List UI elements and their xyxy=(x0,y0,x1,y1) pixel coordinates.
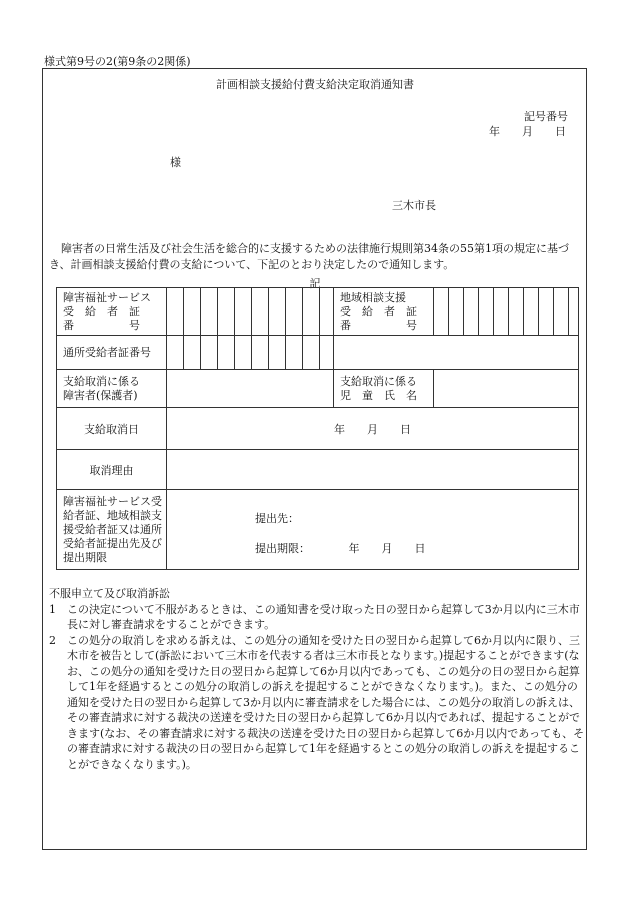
notes-section xyxy=(49,586,585,772)
label-line: 障害者(保護者) xyxy=(63,388,138,402)
label-line: 支給取消に係る xyxy=(340,374,417,388)
digit-cell[interactable] xyxy=(320,288,334,336)
label-line: 支給取消に係る xyxy=(63,374,140,388)
label-line: 番 号 xyxy=(63,318,140,332)
digit-cell[interactable] xyxy=(539,288,554,336)
digit-cell[interactable] xyxy=(464,288,479,336)
digit-cell[interactable] xyxy=(569,288,579,336)
day-service-cert-label: 通所受給者証番号 xyxy=(57,336,167,370)
digit-cell[interactable] xyxy=(235,336,252,370)
label-line: 児 童 氏 名 xyxy=(340,388,417,402)
digit-cell[interactable] xyxy=(269,288,286,336)
digit-cell[interactable] xyxy=(286,288,303,336)
digit-cell[interactable] xyxy=(479,288,494,336)
submission-label: 障害福祉サービス受給者証、地域相談支援受給者証又は通所受給者証提出先及び提出期限 xyxy=(57,490,167,570)
digit-cell[interactable] xyxy=(320,336,334,370)
label-line: 障害福祉サービス xyxy=(63,290,151,304)
label-line: 番 号 xyxy=(340,318,417,332)
note-1: 1 この決定について不服があるときは、この通知書を受け取った日の翌日から起算して3か月以内に三木市長に対し審査請求をすることができます。 xyxy=(49,602,580,631)
digit-cell[interactable] xyxy=(167,288,184,336)
digit-cell[interactable] xyxy=(509,288,524,336)
date-line: 年 月 日 xyxy=(489,125,566,138)
deadline-label: 提出期限： 年 月 日 xyxy=(255,542,426,555)
digit-cell[interactable] xyxy=(167,336,184,370)
child-name-label xyxy=(334,370,434,408)
digit-cell[interactable] xyxy=(494,288,509,336)
digit-cell[interactable] xyxy=(184,288,201,336)
digit-cell[interactable] xyxy=(449,288,464,336)
ref-number-label: 記号番号 xyxy=(524,110,568,123)
digit-cell[interactable] xyxy=(554,288,569,336)
service-cert-label xyxy=(57,288,167,336)
label-line: 地域相談支援 xyxy=(340,290,406,304)
submission-field[interactable] xyxy=(167,490,579,570)
submit-to-label: 提出先： xyxy=(255,512,299,525)
cancel-date-label: 支給取消日 xyxy=(57,408,167,450)
digit-cell[interactable] xyxy=(252,336,269,370)
table-row xyxy=(57,336,579,370)
digit-cell[interactable] xyxy=(303,336,320,370)
person-label xyxy=(57,370,167,408)
child-name-field[interactable] xyxy=(434,370,579,408)
ki-label: 記 xyxy=(309,277,321,290)
document-title: 計画相談支援給付費支給決定取消通知書 xyxy=(216,78,414,91)
issuer: 三木市長 xyxy=(392,199,436,212)
person-field[interactable] xyxy=(167,370,334,408)
digit-cell[interactable] xyxy=(286,336,303,370)
table-row xyxy=(57,490,579,570)
table-row xyxy=(57,370,579,408)
digit-cell[interactable] xyxy=(218,336,235,370)
digit-cell[interactable] xyxy=(252,288,269,336)
digit-cell[interactable] xyxy=(303,288,320,336)
digit-cell[interactable] xyxy=(218,288,235,336)
table-row xyxy=(57,288,579,336)
form-code: 様式第9号の2(第9条の2関係) xyxy=(44,55,191,68)
digit-cell[interactable] xyxy=(201,336,218,370)
notes-heading: 不服申立て及び取消訴訟 xyxy=(49,587,170,600)
digit-cell[interactable] xyxy=(434,288,449,336)
note-2: 2 この処分の取消しを求める訴えは、この処分の通知を受けた日の翌日から起算して6か月以内に限り、三木市を被告として(訴訟において三木市を代表する者は三木市長となります。)提起することができます(なお、この処分の通知を受けた日の翌日から起算して6か月以内であっても、この処分の日の翌日から起算して1年を経過するとこの処分の取消しの訴えを提起することができなくなります。)。また、この処分の通知を受けた日の翌日から起算して3か月以内に審査請求をした場合には、この処分の取消しの訴えは、その審査請求に対する裁決の送達を受けた日の翌日から起算して6か月以内であれば、提起することができます(なお、その審査請求に対する裁決の送達を受けた日の翌日から起算して6か月以内であっても、その審査請求に対する裁決の日の翌日から起算して1年を経過するとこの処分の取消しの訴えを提起することができなくなります。)。 xyxy=(49,633,585,771)
digit-cell[interactable] xyxy=(235,288,252,336)
cancel-reason-label: 取消理由 xyxy=(57,450,167,490)
table-row xyxy=(57,408,579,450)
table-row xyxy=(57,450,579,490)
digit-cell[interactable] xyxy=(201,288,218,336)
empty-cell xyxy=(334,336,579,370)
digit-cell[interactable] xyxy=(524,288,539,336)
label-line: 受 給 者 証 xyxy=(340,304,417,318)
digit-cell[interactable] xyxy=(184,336,201,370)
body-text: 障害者の日常生活及び社会生活を総合的に支援するための法律施行規則第34条の55第1項の規定に基づき、計画相談支援給付費の支給について、下記のとおり決定したので通知します。 xyxy=(49,242,569,271)
digit-cell[interactable] xyxy=(269,336,286,370)
label-line: 受 給 者 証 xyxy=(63,304,140,318)
community-cert-label xyxy=(334,288,434,336)
addressee-suffix: 様 xyxy=(170,156,181,169)
info-table xyxy=(56,287,579,570)
cancel-date-value[interactable]: 年 月 日 xyxy=(167,408,579,450)
cancel-reason-field[interactable] xyxy=(167,450,579,490)
